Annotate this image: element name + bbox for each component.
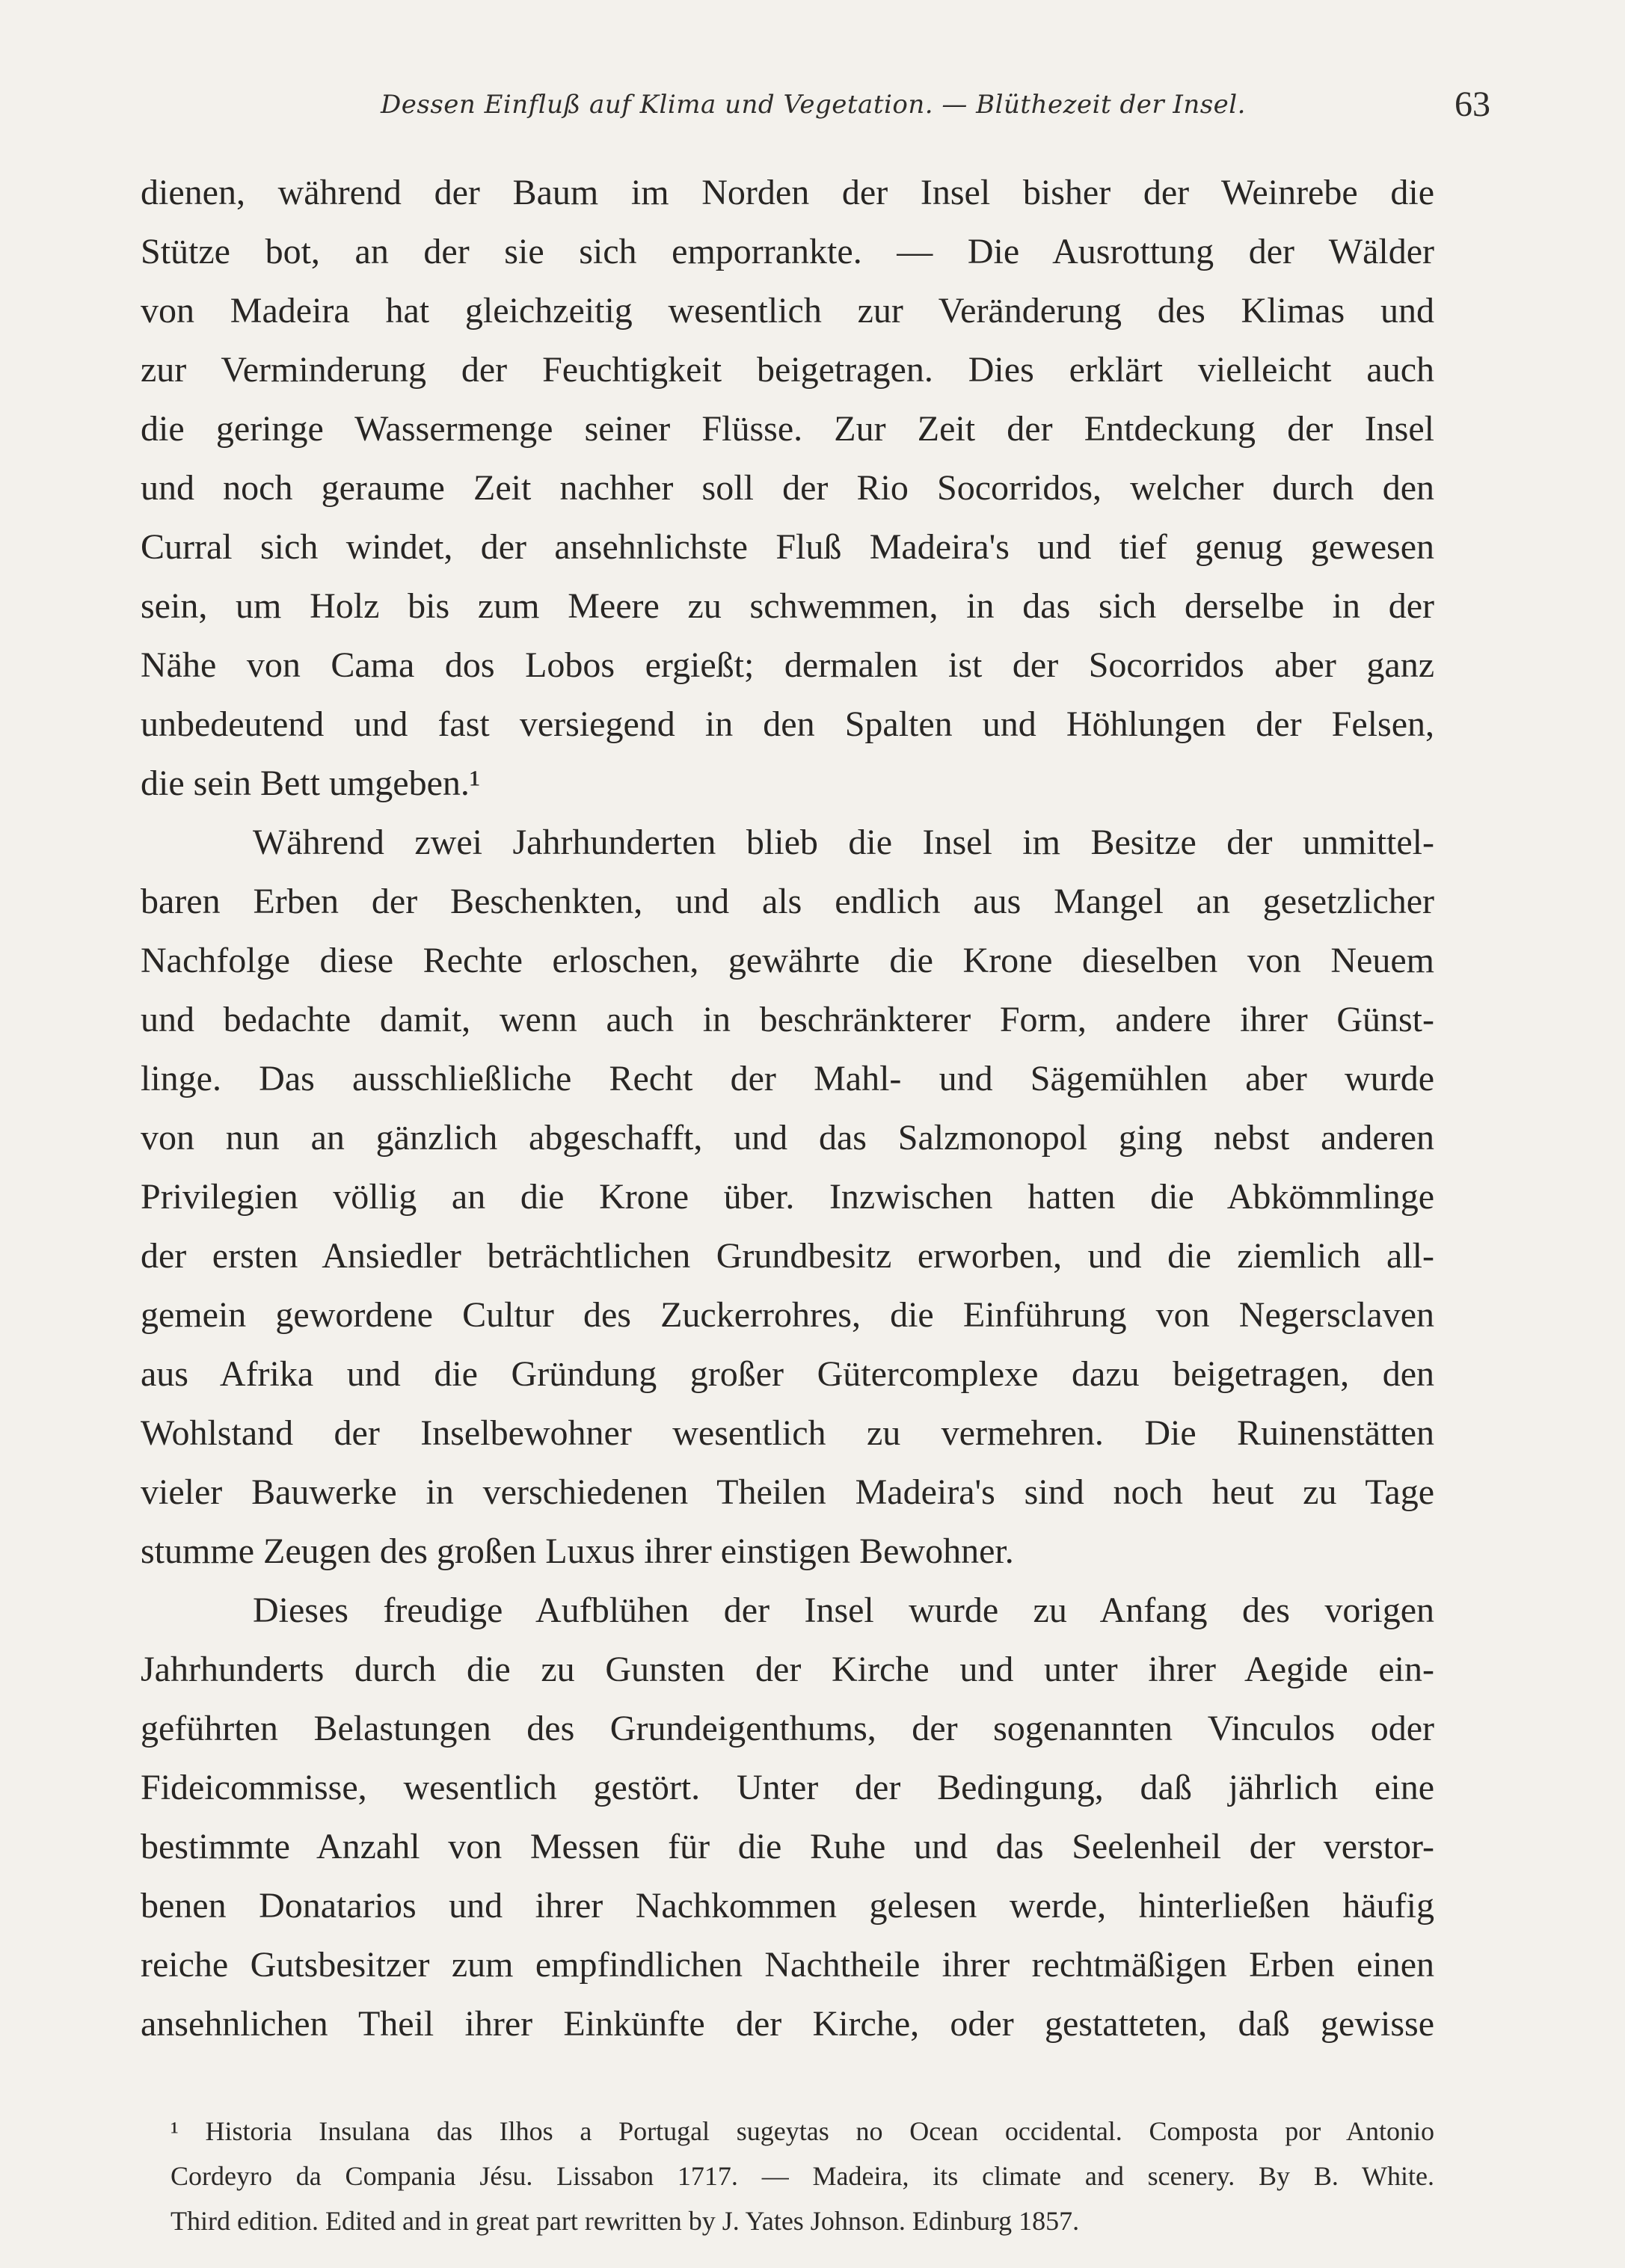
main-text: [141, 163, 1434, 2053]
text-line: Nachfolge diese Rechte erloschen, gewährte die Krone dieselben von Neuem: [141, 941, 1434, 980]
footnote-line: Cordeyro da Compania Jésu. Lissabon 1717. — Madeira, its climate and scenery. By B. White.: [171, 2161, 1434, 2191]
text-line: zur Verminderung der Feuchtigkeit beigetragen. Dies erklärt vielleicht auch: [141, 350, 1434, 390]
text-line: benen Donatarios und ihrer Nachkommen gelesen werde, hinterließen häufig: [141, 1886, 1434, 1926]
text-line: reiche Gutsbesitzer zum empfindlichen Nachtheile ihrer rechtmäßigen Erben einen: [141, 1945, 1434, 1985]
text-line: dienen, während der Baum im Norden der Insel bisher der Weinrebe die: [141, 173, 1434, 212]
text-line: aus Afrika und die Gründung großer Gütercomplexe dazu beigetragen, den: [141, 1354, 1434, 1394]
text-line: Fideicommisse, wesentlich gestört. Unter der Bedingung, daß jährlich eine: [141, 1768, 1434, 1807]
text-line: Wohlstand der Inselbewohner wesentlich zu vermehren. Die Ruinenstätten: [141, 1413, 1434, 1453]
text-line: Privilegien völlig an die Krone über. Inzwischen hatten die Abkömmlinge: [141, 1177, 1434, 1217]
text-line: der ersten Ansiedler beträchtlichen Grundbesitz erworben, und die ziemlich all-: [141, 1236, 1434, 1276]
text-line: gemein gewordene Cultur des Zuckerrohres, die Einführung von Negersclaven: [141, 1295, 1434, 1335]
running-head: Dessen Einfluß auf Klima und Vegetation. — Blüthezeit der Insel.: [380, 90, 1246, 120]
page-header: [127, 84, 1499, 129]
text-line: Nähe von Cama dos Lobos ergießt; dermalen ist der Socorridos aber ganz: [141, 645, 1434, 685]
text-line: sein, um Holz bis zum Meere zu schwemmen, in das sich derselbe in der: [141, 586, 1434, 626]
text-line: Jahrhunderts durch die zu Gunsten der Kirche und unter ihrer Aegide ein-: [141, 1650, 1434, 1689]
text-line: Stütze bot, an der sie sich emporrankte. — Die Ausrottung der Wälder: [141, 232, 1434, 271]
text-line: und bedachte damit, wenn auch in beschränkterer Form, andere ihrer Günst-: [141, 1000, 1434, 1039]
text-line: geführten Belastungen des Grundeigenthums, der sogenannten Vinculos oder: [141, 1709, 1434, 1748]
text-line: von Madeira hat gleichzeitig wesentlich zur Veränderung des Klimas und: [141, 291, 1434, 331]
footnotes: [171, 2109, 1434, 2243]
text-line: Dieses freudige Aufblühen der Insel wurde zu Anfang des vorigen: [253, 1591, 1434, 1630]
text-line: baren Erben der Beschenkten, und als endlich aus Mangel an gesetzlicher: [141, 882, 1434, 921]
text-line: vieler Bauwerke in verschiedenen Theilen Madeira's sind noch heut zu Tage: [141, 1472, 1434, 1512]
text-line: stumme Zeugen des großen Luxus ihrer einstigen Bewohner.: [141, 1531, 1014, 1571]
text-line: unbedeutend und fast versiegend in den Spalten und Höhlungen der Felsen,: [141, 704, 1434, 744]
text-line: die sein Bett umgeben.¹: [141, 763, 481, 803]
footnote-line: ¹ Historia Insulana das Ilhos a Portugal sugeytas no Ocean occidental. Composta por Antonio: [171, 2116, 1434, 2146]
text-line: Curral sich windet, der ansehnlichste Fluß Madeira's und tief genug gewesen: [141, 527, 1434, 567]
footnote-line: Third edition. Edited and in great part rewritten by J. Yates Johnson. Edinburg 1857.: [171, 2206, 1080, 2236]
text-line: von nun an gänzlich abgeschafft, und das Salzmonopol ging nebst anderen: [141, 1118, 1434, 1158]
text-line: die geringe Wassermenge seiner Flüsse. Zur Zeit der Entdeckung der Insel: [141, 409, 1434, 449]
text-line: Während zwei Jahrhunderten blieb die Insel im Besitze der unmittel-: [253, 823, 1434, 862]
page-number: 63: [1454, 84, 1490, 124]
text-line: linge. Das ausschließliche Recht der Mahl- und Sägemühlen aber wurde: [141, 1059, 1434, 1098]
text-line: bestimmte Anzahl von Messen für die Ruhe und das Seelenheil der verstor-: [141, 1827, 1434, 1866]
text-line: ansehnlichen Theil ihrer Einkünfte der Kirche, oder gestatteten, daß gewisse: [141, 2004, 1434, 2044]
text-line: und noch geraume Zeit nachher soll der Rio Socorridos, welcher durch den: [141, 468, 1434, 508]
